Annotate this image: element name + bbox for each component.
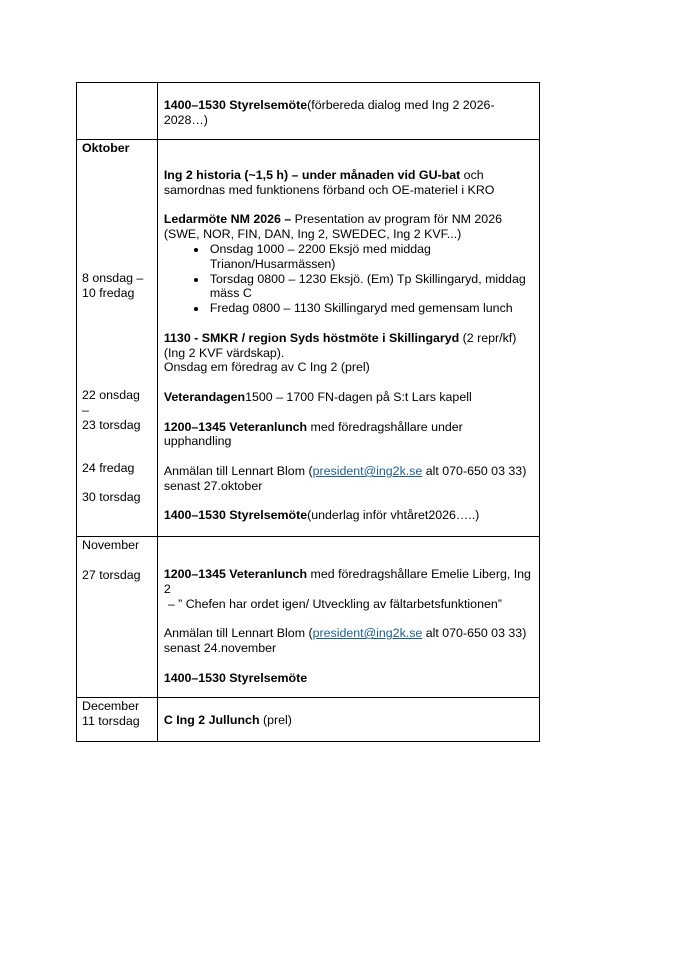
list-item: • Fredag 0800 – 1130 Skillingaryd med gemensam lunch [208, 301, 533, 316]
event-title: 1130 - SMKR / region Syds höstmöte i Skillingaryd [163, 330, 460, 345]
event-title: Veterandagen [163, 389, 246, 404]
event-text: Onsdag em föredrag av C Ing 2 (prel) [163, 360, 370, 375]
event-title: 1400–1530 Styrelsemöte [163, 98, 308, 112]
event-title: 1400–1530 Styrelsemöte [163, 508, 308, 523]
list-item: • Torsdag 0800 – 1230 Eksjö. (Em) Tp Skillingaryd, middag mäss C [208, 272, 533, 302]
schedule-table [76, 82, 540, 742]
date-text: 10 fredag [82, 285, 135, 300]
date-text: 22 onsdag [82, 388, 140, 402]
signup-text: Anmälan till Lennart Blom (president@ing2k.se alt 070-650 03 33) senast 27.oktober [163, 463, 527, 493]
event-title: Ledarmöte NM 2026 – [163, 212, 292, 227]
event-text: (förbereda dialog med Ing 2 2026-2028…) [163, 98, 495, 127]
date-cell [77, 698, 158, 742]
event-text: – ” Chefen har ordet igen/ Utveckling av fältarbetsfunktionen” [167, 596, 502, 611]
date-cell [77, 537, 158, 698]
event-text: med föredragshållare under upphandling [163, 419, 463, 449]
event-block [164, 508, 533, 533]
event-cell [157, 698, 539, 742]
event-block [164, 390, 533, 405]
month-label: November [82, 538, 140, 552]
event-block [164, 168, 533, 198]
date-label [82, 271, 143, 301]
event-text: (prel) [259, 713, 292, 728]
event-cell [157, 537, 539, 698]
table-row [77, 537, 540, 698]
event-block [164, 331, 533, 375]
event-text: med föredragshållare Emelie Liberg, Ing 2 [163, 567, 531, 596]
date-cell [77, 83, 158, 140]
table-row [77, 698, 540, 742]
date-label: 11 torsdag [82, 714, 140, 729]
event-block [164, 567, 533, 597]
event-block [164, 420, 533, 450]
event-title: 1200–1345 Veteranlunch [163, 419, 308, 434]
list-item: • Onsdag 1000 – 2200 Eksjö med middag Trianon/Husarmässen) [208, 242, 533, 272]
date-label: 24 fredag [82, 461, 135, 475]
event-text: 1500 – 1700 FN-dagen på S:t Lars kapell [245, 389, 472, 404]
month-label: Oktober [82, 141, 130, 155]
event-title: C Ing 2 Jullunch [163, 713, 260, 728]
date-cell [77, 140, 158, 537]
event-title: Ing 2 historia (~1,5 h) – under månaden vid GU-bat [163, 168, 461, 182]
table-row [77, 140, 540, 537]
event-block [164, 212, 533, 242]
email-link[interactable]: president@ing2k.se [312, 463, 423, 478]
event-text: (underlag inför vhtåret2026…..) [307, 508, 480, 523]
email-link[interactable]: president@ing2k.se [312, 626, 423, 641]
date-text: – [82, 402, 89, 417]
table-row [77, 83, 540, 140]
date-label: 27 torsdag [82, 567, 141, 582]
event-text: (Ing 2 KVF värdskap). [163, 345, 285, 360]
event-text: Presentation av program för NM 2026 (SWE, NOR, FIN, DAN, Ing 2, SWEDEC, Ing 2 KVF...) [163, 212, 502, 242]
event-title: 1200–1345 Veteranlunch [163, 567, 308, 581]
event-block [158, 83, 539, 128]
event-title: 1400–1530 Styrelsemöte [163, 670, 308, 685]
event-cell [157, 83, 539, 140]
date-label: 30 torsdag [82, 490, 141, 504]
month-label: December [82, 699, 140, 714]
event-text: (2 repr/kf) [459, 330, 517, 345]
event-cell [157, 140, 539, 537]
date-text: 23 torsdag [82, 417, 141, 432]
event-text: och samordnas med funktionens förband och OE-materiel i KRO [163, 168, 495, 197]
bullet-list [164, 242, 533, 316]
date-text: 8 onsdag – [82, 271, 144, 285]
date-label [82, 388, 141, 432]
signup-text: Anmälan till Lennart Blom (president@ing2k.se alt 070-650 03 33) senast 24.november [163, 626, 527, 655]
